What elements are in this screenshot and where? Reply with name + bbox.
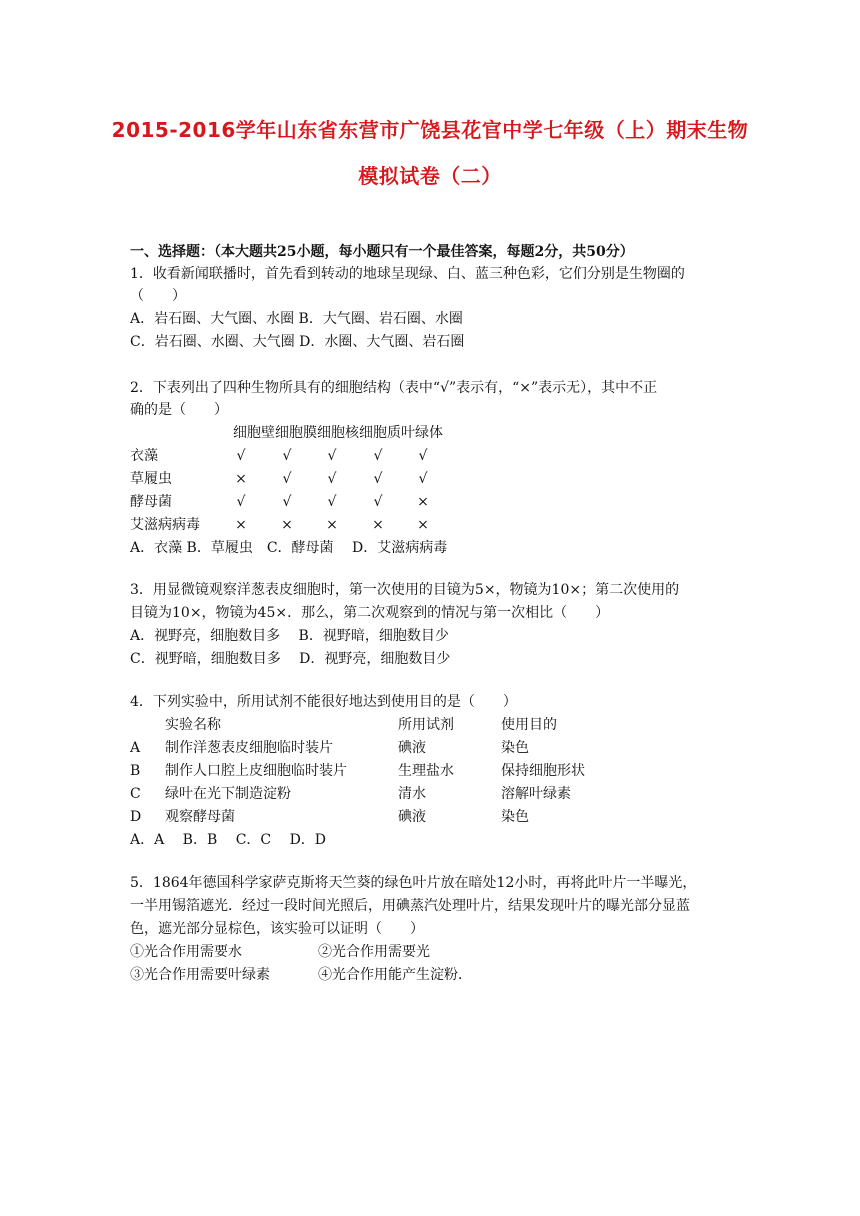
q2-options: A．衣藻 B．草履虫 C．酵母菌 D．艾滋病病毒 bbox=[130, 540, 448, 556]
section-heading: 一、选择题：（本大题共25小题，每小题只有一个最佳答案，每题2分，共50分） bbox=[130, 244, 634, 260]
table-cell-purpose: 溶解叶绿素 bbox=[501, 786, 571, 802]
table-cell-reagent: 碘液 bbox=[398, 740, 426, 756]
q1-stem-line-2: （ ） bbox=[130, 288, 186, 304]
table-cell-mark: √ bbox=[327, 448, 337, 464]
table-cell-mark: × bbox=[326, 517, 338, 533]
table-cell-mark: √ bbox=[327, 471, 337, 487]
q1-options-line-2: C．岩石圈、水圈、大气圈 D．水圈、大气圈、岩石圈 bbox=[130, 334, 465, 350]
table-cell-mark: × bbox=[417, 494, 429, 510]
table-row-id: C bbox=[130, 786, 141, 802]
table-cell-mark: × bbox=[372, 517, 384, 533]
q1-options-line-1: A．岩石圈、大气圈、水圈 B．大气圈、岩石圈、水圈 bbox=[130, 311, 463, 327]
q3-options-line-1: A．视野亮，细胞数目多 B．视野暗，细胞数目少 bbox=[130, 628, 449, 644]
document-title-line-1: 2015-2016学年山东省东营市广饶县花官中学七年级（上）期末生物 bbox=[111, 118, 749, 142]
q2-stem-line-2: 确的是（ ） bbox=[130, 402, 228, 418]
table-header-name: 实验名称 bbox=[165, 717, 221, 733]
q3-stem-line-1: 3．用显微镜观察洋葱表皮细胞时，第一次使用的目镜为5×，物镜为10×；第二次使用的 bbox=[130, 582, 680, 598]
table-row-label: 艾滋病病毒 bbox=[130, 517, 200, 533]
table-cell-name: 制作人口腔上皮细胞临时装片 bbox=[165, 763, 347, 779]
q4-stem: 4．下列实验中，所用试剂不能很好地达到使用目的是（ ） bbox=[130, 694, 517, 710]
table-row-label: 衣藻 bbox=[130, 448, 158, 464]
table-cell-purpose: 染色 bbox=[501, 740, 529, 756]
table-cell-name: 绿叶在光下制造淀粉 bbox=[165, 786, 291, 802]
table-cell-mark: √ bbox=[418, 471, 428, 487]
q4-options: A．A B．B C．C D．D bbox=[130, 832, 327, 848]
table-row-id: B bbox=[130, 763, 141, 779]
table-cell-mark: √ bbox=[236, 494, 246, 510]
q3-stem-line-2: 目镜为10×，物镜为45×．那么，第二次观察到的情况与第一次相比（ ） bbox=[130, 605, 610, 621]
q5-stem-line-2: 一半用锡箔遮光．经过一段时间光照后，用碘蒸汽处理叶片，结果发现叶片的曝光部分显蓝 bbox=[130, 898, 690, 914]
table-cell-purpose: 保持细胞形状 bbox=[501, 763, 585, 779]
q5-choice-3: ③光合作用需要叶绿素 bbox=[130, 967, 270, 983]
table-row-label: 酵母菌 bbox=[130, 494, 172, 510]
table-cell-mark: √ bbox=[373, 471, 383, 487]
q5-choice-4: ④光合作用能产生淀粉． bbox=[318, 967, 472, 983]
q5-choice-2: ②光合作用需要光 bbox=[318, 944, 430, 960]
table-cell-name: 观察酵母菌 bbox=[165, 809, 235, 825]
table-cell-mark: √ bbox=[373, 448, 383, 464]
table-header-purpose: 使用目的 bbox=[501, 717, 557, 733]
table-cell-mark: × bbox=[235, 517, 247, 533]
table-cell-mark: √ bbox=[282, 494, 292, 510]
table-cell-mark: √ bbox=[418, 448, 428, 464]
table-cell-mark: √ bbox=[282, 448, 292, 464]
q2-table-header: 细胞壁细胞膜细胞核细胞质叶绿体 bbox=[233, 425, 443, 441]
q5-stem-line-3: 色，遮光部分显棕色，该实验可以证明（ ） bbox=[130, 921, 424, 937]
table-row-id: A bbox=[130, 740, 141, 756]
table-header-reagent: 所用试剂 bbox=[398, 717, 454, 733]
q3-options-line-2: C．视野暗，细胞数目多 D．视野亮，细胞数目少 bbox=[130, 651, 451, 667]
table-cell-mark: √ bbox=[236, 448, 246, 464]
q5-stem-line-1: 5．1864年德国科学家萨克斯将天竺葵的绿色叶片放在暗处12小时，再将此叶片一半曝光， bbox=[130, 875, 697, 891]
table-cell-mark: √ bbox=[373, 494, 383, 510]
table-cell-mark: × bbox=[417, 517, 429, 533]
table-row-id: D bbox=[130, 809, 142, 825]
q2-stem-line-1: 2．下表列出了四种生物所具有的细胞结构（表中“√”表示有，“×”表示无），其中不正 bbox=[130, 380, 658, 396]
table-cell-reagent: 生理盐水 bbox=[398, 763, 454, 779]
table-row-label: 草履虫 bbox=[130, 471, 172, 487]
table-cell-reagent: 碘液 bbox=[398, 809, 426, 825]
table-cell-name: 制作洋葱表皮细胞临时装片 bbox=[165, 740, 333, 756]
q5-choice-1: ①光合作用需要水 bbox=[130, 944, 242, 960]
table-cell-reagent: 清水 bbox=[398, 786, 426, 802]
document-title-line-2: 模拟试卷（二） bbox=[358, 164, 502, 188]
table-cell-mark: √ bbox=[327, 494, 337, 510]
table-cell-mark: × bbox=[235, 471, 247, 487]
table-cell-mark: √ bbox=[282, 471, 292, 487]
table-cell-purpose: 染色 bbox=[501, 809, 529, 825]
table-cell-mark: × bbox=[281, 517, 293, 533]
q1-stem-line-1: 1．收看新闻联播时，首先看到转动的地球呈现绿、白、蓝三种色彩，它们分别是生物圈的 bbox=[130, 266, 685, 282]
